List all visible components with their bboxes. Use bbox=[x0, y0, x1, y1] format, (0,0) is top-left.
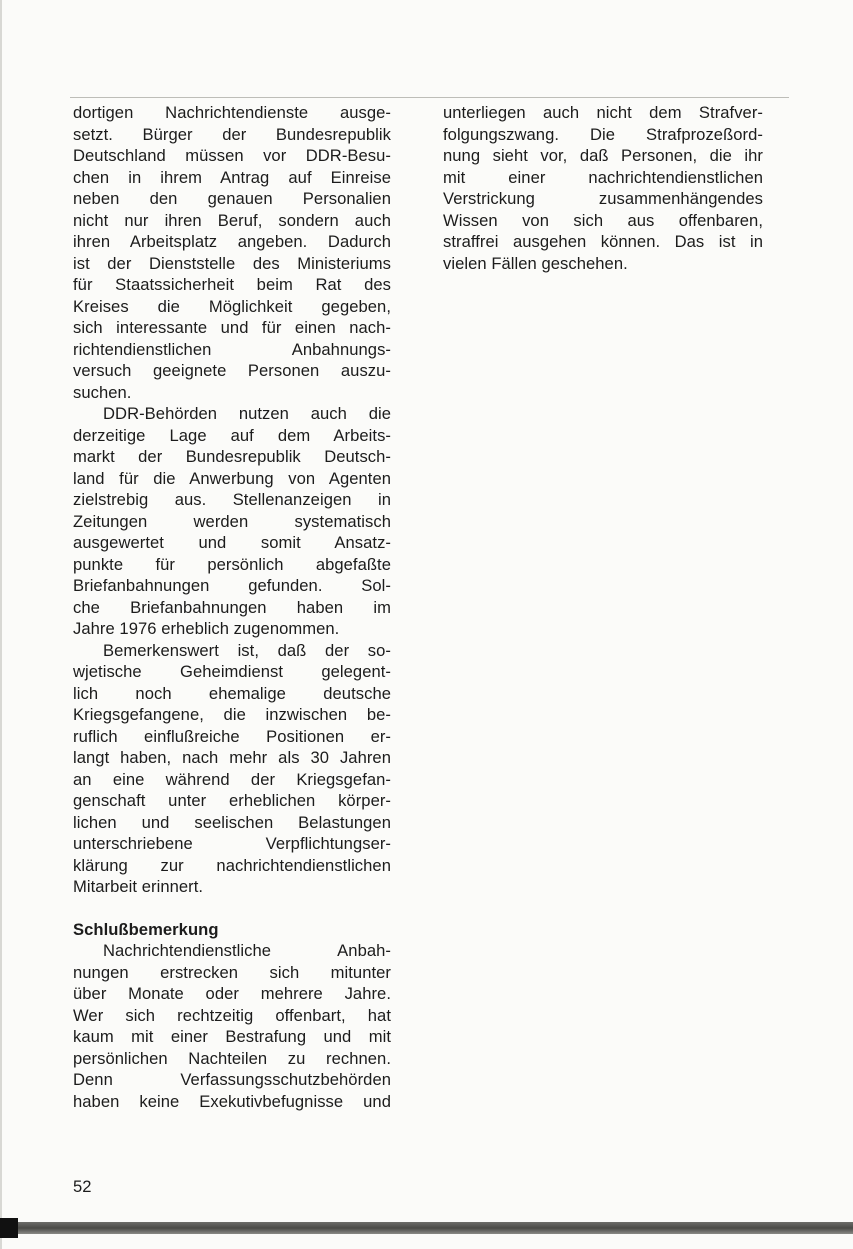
text-line: DDR-Behörden nutzen auch die bbox=[103, 404, 391, 423]
text-line: ist der Dienststelle des Ministeriums bbox=[73, 253, 391, 273]
text-line: che Briefanbahnungen haben im bbox=[73, 597, 391, 617]
text-line: Deutschland müssen vor DDR-Besu- bbox=[73, 146, 391, 165]
text-line: markt der Bundesrepublik Deutsch- bbox=[73, 447, 391, 466]
text-line: zielstrebig aus. Stellenanzeigen in bbox=[73, 490, 391, 509]
text-line: Nachrichtendienstliche Anbah- bbox=[103, 941, 391, 960]
text-line: nicht nur ihren Beruf, sondern auch bbox=[73, 210, 391, 230]
text-line: mit einer nachrichtendienstlichen bbox=[443, 167, 763, 187]
text-line: persönlichen Nachteilen zu rechnen. bbox=[73, 1048, 391, 1068]
text-line: derzeitige Lage auf dem Arbeits- bbox=[73, 425, 391, 445]
text-line: setzt. Bürger der Bundesrepublik bbox=[73, 124, 391, 144]
text-line: Zeitungen werden systematisch bbox=[73, 511, 391, 531]
text-line: suchen. bbox=[73, 382, 132, 402]
paragraph-1 bbox=[73, 102, 391, 403]
text-line: nung sieht vor, daß Personen, die ihr bbox=[443, 146, 763, 165]
text-line: unterliegen auch nicht dem Strafver- bbox=[443, 103, 763, 122]
paragraph-4 bbox=[73, 940, 391, 1112]
text-line: punkte für persönlich abgefaßte bbox=[73, 554, 391, 574]
scan-bottom-edge bbox=[0, 1222, 853, 1234]
text-line: klärung zur nachrichtendienstlichen bbox=[73, 855, 391, 875]
text-line: Jahre 1976 erheblich zugenommen. bbox=[73, 619, 340, 638]
text-line: Briefanbahnungen gefunden. Sol- bbox=[73, 576, 391, 595]
text-line: ruflich einflußreiche Positionen er- bbox=[73, 726, 391, 746]
text-line: Kriegsgefangene, die inzwischen be- bbox=[73, 705, 391, 724]
text-line: richtendienstlichen Anbahnungs- bbox=[73, 339, 391, 359]
text-line: Denn Verfassungsschutzbehörden bbox=[73, 1070, 391, 1089]
text-line: wjetische Geheimdienst gelegent- bbox=[73, 662, 391, 681]
text-line: ihren Arbeitsplatz angeben. Dadurch bbox=[73, 232, 391, 251]
left-column bbox=[73, 102, 391, 1112]
text-line: neben den genauen Personalien bbox=[73, 189, 391, 208]
paragraph-2 bbox=[73, 403, 391, 640]
text-line: genschaft unter erheblichen körper- bbox=[73, 791, 391, 810]
text-line: vielen Fällen geschehen. bbox=[443, 253, 628, 273]
text-line: Wissen von sich aus offenbaren, bbox=[443, 210, 763, 230]
text-line: an eine während der Kriegsgefan- bbox=[73, 769, 391, 789]
text-line: Wer sich rechtzeitig offenbart, hat bbox=[73, 1005, 391, 1025]
text-line: kaum mit einer Bestrafung und mit bbox=[73, 1027, 391, 1046]
text-line: sich interessante und für einen nach- bbox=[73, 318, 391, 337]
page-number: 52 bbox=[73, 1177, 92, 1196]
paragraph-3 bbox=[73, 640, 391, 898]
text-line: Bemerkenswert ist, daß der so- bbox=[103, 640, 391, 660]
scan-corner-mark bbox=[0, 1218, 18, 1238]
paragraph-continued bbox=[443, 102, 763, 274]
text-line: straffrei ausgehen können. Das ist in bbox=[443, 232, 763, 251]
text-line: versuch geeignete Personen auszu- bbox=[73, 361, 391, 380]
text-line: langt haben, nach mehr als 30 Jahren bbox=[73, 748, 391, 767]
text-line: folgungszwang. Die Strafprozeßord- bbox=[443, 124, 763, 144]
text-line: unterschriebene Verpflichtungser- bbox=[73, 834, 391, 853]
section-heading: Schlußbemerkung bbox=[73, 919, 219, 939]
text-line: nungen erstrecken sich mitunter bbox=[73, 962, 391, 982]
text-line: über Monate oder mehrere Jahre. bbox=[73, 984, 391, 1003]
right-column bbox=[443, 102, 763, 274]
text-line: Kreises die Möglichkeit gegeben, bbox=[73, 296, 391, 316]
text-line: ausgewertet und somit Ansatz- bbox=[73, 533, 391, 552]
text-line: für Staatssicherheit beim Rat des bbox=[73, 275, 391, 294]
text-line: haben keine Exekutivbefugnisse und bbox=[73, 1091, 391, 1111]
text-line: lichen und seelischen Belastungen bbox=[73, 812, 391, 832]
text-line: chen in ihrem Antrag auf Einreise bbox=[73, 167, 391, 187]
text-line: lich noch ehemalige deutsche bbox=[73, 683, 391, 703]
scan-edge bbox=[0, 0, 2, 1249]
text-line: Verstrickung zusammenhängendes bbox=[443, 189, 763, 208]
text-line: land für die Anwerbung von Agenten bbox=[73, 468, 391, 488]
text-line: Mitarbeit erinnert. bbox=[73, 877, 204, 896]
text-line: dortigen Nachrichtendienste ausge- bbox=[73, 103, 391, 122]
top-rule bbox=[70, 97, 789, 98]
